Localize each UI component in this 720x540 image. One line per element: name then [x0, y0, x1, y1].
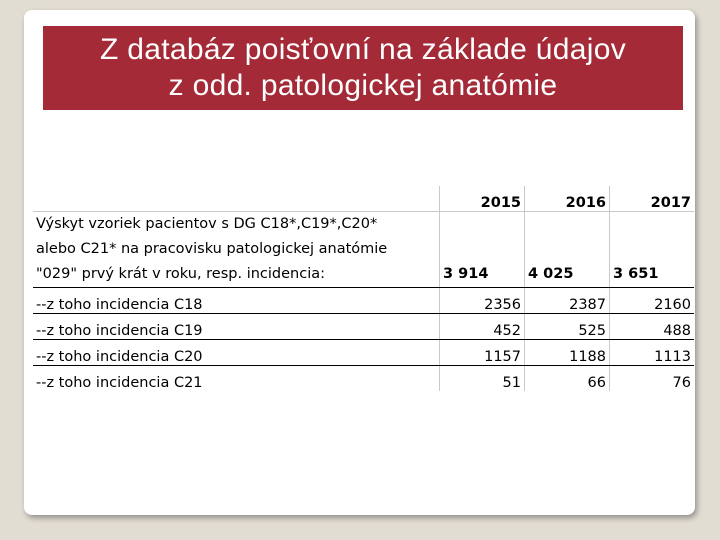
- row-value: 66: [525, 366, 610, 392]
- total-value-2017: 3 651: [610, 212, 695, 288]
- total-label-line: alebo C21* na pracovisku patologickej anatómie: [36, 241, 388, 257]
- row-value: 2356: [440, 288, 525, 314]
- table-row: [33, 366, 694, 392]
- header-year-2016: 2016: [525, 186, 610, 212]
- row-value: 2387: [525, 288, 610, 314]
- total-value-2016: 4 025: [525, 212, 610, 288]
- row-label: --z toho incidencia C19: [33, 314, 440, 340]
- row-label: --z toho incidencia C20: [33, 340, 440, 366]
- total-value-2015: 3 914: [440, 212, 525, 288]
- title-line-1: Z databáz poisťovní na základe údajov: [99, 33, 627, 66]
- row-value: 488: [610, 314, 695, 340]
- table-row: [33, 340, 694, 366]
- total-label-line: Výskyt vzoriek pacientov s DG C18*,C19*,C20*: [36, 216, 378, 232]
- row-value: 1113: [610, 340, 695, 366]
- row-label: --z toho incidencia C18: [33, 288, 440, 314]
- table-row-total: [33, 212, 694, 288]
- row-value: 452: [440, 314, 525, 340]
- header-empty-cell: [33, 186, 440, 212]
- incidence-table: [33, 186, 694, 391]
- row-value: 76: [672, 375, 691, 391]
- total-label: [33, 212, 440, 288]
- table-header-row: [33, 186, 694, 212]
- row-value: 2160: [610, 288, 695, 314]
- table-row: [33, 314, 694, 340]
- row-value: 525: [525, 314, 610, 340]
- title-line-2: z odd. patologickej anatómie: [168, 69, 558, 102]
- row-value: 1188: [525, 340, 610, 366]
- total-label-line: "029" prvý krát v roku, resp. incidencia:: [36, 266, 326, 282]
- row-value: 51: [440, 366, 525, 392]
- header-year-2017: 2017: [610, 186, 695, 212]
- row-label: --z toho incidencia C21: [33, 366, 440, 392]
- table-row: [33, 288, 694, 314]
- row-value: 1157: [440, 340, 525, 366]
- header-year-2015: 2015: [440, 186, 525, 212]
- slide-title: [43, 26, 683, 110]
